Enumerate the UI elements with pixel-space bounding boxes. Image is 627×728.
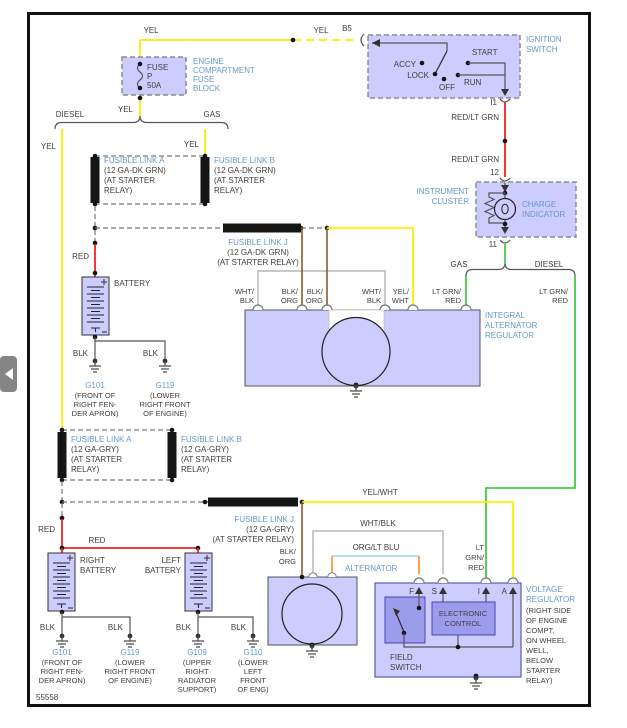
pin-11: 11 <box>488 240 497 249</box>
ground-g110-desc: (LOWER <box>238 658 268 667</box>
switch-pos-lock: LOCK <box>407 71 429 80</box>
fuse-rating: 50A <box>147 81 162 90</box>
wire-label-blk: BLK <box>230 623 246 632</box>
ground-g101-desc: DER APRON) <box>38 676 86 685</box>
electronic-control-label: CONTROL <box>444 619 482 628</box>
wire-label-blk-org: ORG <box>280 296 298 305</box>
fuse-block-name: COMPARTMENT <box>193 66 255 75</box>
right-battery-label: RIGHT <box>80 556 105 565</box>
battery-top <box>72 244 191 418</box>
wire-label-red: RED <box>72 252 89 261</box>
wire-label-red-ltgrn: RED/LT GRN <box>451 155 499 164</box>
fusible-link-b-label: RELAY) <box>214 186 243 195</box>
pin-12: 12 <box>490 168 499 177</box>
fusible-links-bottom <box>58 428 305 544</box>
wire-label-red-ltgrn: RED/LT GRN <box>451 113 499 122</box>
wire-label-yel-wht: YEL/ <box>392 287 409 296</box>
wire-label-blk-org: BLK/ <box>281 287 298 296</box>
fusible-link-j-label: (12 GA-GRY) <box>246 525 294 534</box>
wire-label-red: RED <box>38 525 55 534</box>
ground-g101: G101 <box>52 648 72 657</box>
charge-indicator-label: INDICATOR <box>522 210 566 219</box>
instrument-cluster-title: INSTRUMENT <box>416 187 469 196</box>
iar-title: REGULATOR <box>485 331 535 340</box>
iar-title: ALTERNATOR <box>485 321 538 330</box>
ground-g119-desc: OF ENGINE) <box>143 409 187 418</box>
wire-label-yel-wht: WHT <box>391 296 409 305</box>
wire-label-ltgrn-red: LT GRN/ <box>432 287 461 296</box>
ground-g109-desc: RADIATOR <box>177 676 217 685</box>
ground-g101-desc: RIGHT FEN- <box>40 667 84 676</box>
fusible-links-top <box>91 154 330 267</box>
fuse-label: FUSE <box>147 63 169 72</box>
wire-label-ltgrn-red: LT <box>475 543 484 552</box>
pin-i1: I1 <box>490 98 497 107</box>
ground-g109-desc: RIGHT <box>185 667 209 676</box>
fusible-link-j-label: (AT STARTER RELAY) <box>212 535 294 544</box>
wire-label-yel: YEL <box>40 142 56 151</box>
fuse-block-circuit <box>118 24 364 117</box>
branch-diesel: DIESEL <box>534 260 564 269</box>
ground-g119-desc: RIGHT FRONT <box>104 667 156 676</box>
fusible-link-b-label: RELAY) <box>181 465 210 474</box>
fusible-link-j-label: (12 GA-DK GRN) <box>227 248 289 257</box>
ground-g109-desc: (UPPER <box>182 658 212 667</box>
ignition-switch <box>368 35 562 107</box>
wire-label-yel: YEL <box>117 105 133 114</box>
voltage-regulator-location: COMPT, <box>526 626 555 635</box>
switch-pos-run: RUN <box>464 78 482 87</box>
ground-g110: G110 <box>243 648 263 657</box>
wire-label-yel: YEL <box>183 140 199 149</box>
ground-icon <box>192 634 204 647</box>
ground-g119: G119 <box>155 381 175 390</box>
wire-label-blk: BLK <box>142 349 158 358</box>
fusible-link-a-label: (AT STARTER <box>104 176 155 185</box>
voltage-regulator-location: STARTER <box>526 666 561 675</box>
wire-label-ltgrn-red: RED <box>468 563 484 572</box>
ignition-switch-title: SWITCH <box>526 45 558 54</box>
terminal-a: A <box>501 587 507 596</box>
fusible-link-a-label: RELAY) <box>71 465 100 474</box>
ground-g110-desc: OF ENG) <box>237 685 269 694</box>
iar-title: INTEGRAL <box>485 311 526 320</box>
fusible-link-b-label: (AT STARTER <box>181 455 232 464</box>
left-battery-label: LEFT <box>161 556 181 565</box>
ground-icon <box>306 644 318 657</box>
fuse-block-name: FUSE <box>193 75 215 84</box>
voltage-regulator-location: WELL, <box>526 646 549 655</box>
voltage-regulator-title: VOLTAGE <box>526 585 563 594</box>
ignition-switch-title: IGNITION <box>526 35 562 44</box>
instrument-cluster-title: CLUSTER <box>431 197 469 206</box>
fusible-link-a-label: RELAY) <box>104 186 133 195</box>
fusible-link-b-label: (12 GA-GRY) <box>181 445 229 454</box>
fusible-link-a-label: (12 GA-GRY) <box>71 445 119 454</box>
wire-label-blk: BLK <box>107 623 123 632</box>
wire-label-wht-blk: WHT/ <box>361 287 381 296</box>
wire-label-blk: BLK <box>72 349 88 358</box>
battery-label: BATTERY <box>114 279 151 288</box>
fuse-block-name: ENGINE <box>193 57 224 66</box>
fusible-link-a-label: (12 GA-DK GRN) <box>104 166 166 175</box>
voltage-regulator-location: OF ENGINE <box>526 616 568 625</box>
voltage-regulator-location: RELAY) <box>526 676 553 685</box>
voltage-regulator-location: BELOW <box>526 656 554 665</box>
terminal-i: I <box>477 587 480 596</box>
ground-g119-desc: (LOWER <box>115 658 145 667</box>
switch-pos-start: START <box>472 48 498 57</box>
wire-label-blk: BLK <box>175 623 191 632</box>
terminal-s: S <box>431 587 437 596</box>
switch-pos-off: OFF <box>439 83 455 92</box>
ground-icon <box>89 359 101 372</box>
wire-label-ltgrn-red: RED <box>552 296 568 305</box>
terminal-f: F <box>409 587 414 596</box>
fusible-link-j-label: FUSIBLE LINK J <box>228 238 288 247</box>
wire-label-yel: YEL <box>313 26 329 35</box>
ground-g119-desc: (LOWER <box>150 391 180 400</box>
wire-label-blk-org: BLK/ <box>279 547 296 556</box>
branch-gas: GAS <box>450 260 468 269</box>
wire-label-ltgrn-red: LT GRN/ <box>539 287 568 296</box>
fuse-label-p: P <box>147 72 153 81</box>
ground-g119-desc: OF ENGINE) <box>108 676 152 685</box>
fusible-link-a-label: FUSIBLE LINK A <box>104 156 165 165</box>
ground-icon <box>124 634 136 647</box>
wire-label-blk-org: ORG <box>305 296 323 305</box>
diagram-number: 55558 <box>36 693 59 702</box>
ground-g110-desc: FRONT <box>240 676 266 685</box>
wire-label-wht-blk: BLK <box>366 296 381 305</box>
ground-g101-desc: DER APRON) <box>71 409 119 418</box>
wire-label-red: RED <box>88 536 106 545</box>
ground-g110-desc: LEFT <box>243 667 263 676</box>
voltage-regulator-location: (RIGHT SIDE <box>526 606 572 615</box>
ground-g109-desc: SUPPORT) <box>177 685 217 694</box>
alternator-label: ALTERNATOR <box>345 564 398 573</box>
ground-g101-desc: (FRONT OF <box>74 391 116 400</box>
field-switch-label: FIELD <box>390 653 413 662</box>
wire-label-ltgrn-red: GRN/ <box>465 553 484 562</box>
wire-label-blk-org: ORG <box>278 557 296 566</box>
ground-g109: G109 <box>187 648 207 657</box>
wire-label-wht-blk: WHT/BLK <box>360 519 396 528</box>
voltage-regulator-location: ON WHEEL <box>526 636 567 645</box>
ground-g119: G119 <box>120 648 140 657</box>
wire-label-yel-wht: YEL/WHT <box>362 488 398 497</box>
charge-indicator-label: CHARGE <box>522 200 557 209</box>
batteries-bottom <box>38 519 269 694</box>
field-switch-label: SWITCH <box>390 663 422 672</box>
wire-label-ltgrn-red: RED <box>445 296 461 305</box>
ground-icon <box>470 676 482 689</box>
right-battery-label: BATTERY <box>80 566 117 575</box>
ground-icon <box>247 634 259 647</box>
wire-label-wht-blk: WHT/ <box>234 287 254 296</box>
ground-g101: G101 <box>85 381 105 390</box>
voltage-regulator-title: REGULATOR <box>526 595 576 604</box>
ground-g119-desc: RIGHT FRONT <box>139 400 191 409</box>
electronic-control-label: ELECTRONIC <box>438 609 488 618</box>
ground-icon <box>159 359 171 372</box>
fusible-link-a-label: FUSIBLE LINK A <box>71 435 132 444</box>
wire-label-org-ltblu: ORG/LT BLU <box>352 543 400 552</box>
branch-gas: GAS <box>203 110 221 119</box>
fusible-link-b-label: FUSIBLE LINK B <box>181 435 242 444</box>
fuse-block-name: BLOCK <box>193 84 221 93</box>
wire-label-blk-org: BLK/ <box>306 287 323 296</box>
ground-g101-desc: (FRONT OF <box>41 658 83 667</box>
voltage-regulator <box>375 578 575 689</box>
fusible-link-j-label: (AT STARTER RELAY) <box>217 258 299 267</box>
wire-label-yel: YEL <box>143 26 159 35</box>
ground-icon <box>56 634 68 647</box>
wire-label-wht-blk: BLK <box>239 296 254 305</box>
fusible-link-j-label: FUSIBLE LINK J <box>234 515 294 524</box>
switch-pos-accy: ACCY <box>393 60 416 69</box>
ground-g101-desc: RIGHT FEN- <box>73 400 117 409</box>
fusible-link-b-label: (AT STARTER <box>214 176 265 185</box>
left-battery-label: BATTERY <box>144 566 181 575</box>
wire-label-blk: BLK <box>39 623 55 632</box>
fusible-link-a-label: (AT STARTER <box>71 455 122 464</box>
connector-pin-b5: B5 <box>342 24 352 33</box>
fusible-link-b-label: (12 GA-DK GRN) <box>214 166 276 175</box>
branch-diesel: DIESEL <box>55 110 85 119</box>
fusible-link-b-label: FUSIBLE LINK B <box>214 156 275 165</box>
